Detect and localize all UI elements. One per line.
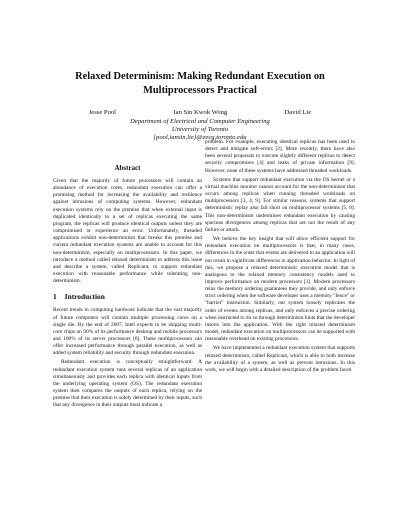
right-paragraph-2: Systems that support redundant execution via the OS kernel or a virtual machine monitor cannot account for the non-determinism that occurs among replicas when running threaded workloads on multiprocessors [3, 4, 9]. For similar reasons, systems that support deterministic replay also fall short on multiprocessor systems [5, 8]. This non-determinism undermines redundant execution by causing spurious divergences among replicas that are not the result of any failure or attack. <box>205 176 355 233</box>
right-paragraph-4: We have implemented a redundant execution system that supports relaxed determinism, called Replicant, which is able to both increase the availability of a system, as well as prevent intrusions. In this work, we will begin with a detailed description of the problem faced <box>205 345 355 373</box>
right-paragraph-3: We believe the key insight that will allow efficient support for redundant execution on multiprocessors is that, in many cases, differences in the order that events are delivered to an application will not result in significant differences in application behavior. In light of this, we propose a relaxed deterministic execution model that is analogous to the relaxed memory consistency models used to improve performance on modern processors [1]. Modern processors relax the memory ordering guarantees they provide, and only enforce strict ordering when the software developer uses a memory "fence" or "barrier" instruction. Similarly, our system loosely replicates the order of events among replicas, and only enforces a precise ordering when instructed to do so through determinism hints that the developer inserts into the application. With the right relaxed determinism model, redundant execution on multiprocessors can be supported with reasonable overhead on existing processors. <box>205 236 355 343</box>
right-column <box>205 139 355 376</box>
abstract-text: Given that the majority of future processors will contain an abundance of execution cores, redundant execution can offer a promising method for increasing the availability and resilience against intrusions of computing systems. However, redundant execution systems rely on the premise that when external input is duplicated identically to a set of replicas executing the same program, the replicas will produce identical outputs unless they are compromised or experience an error. Unfortunately, threaded applications exhibit non-determinism that breaks this premise and current redundant execution systems are unable to account for this non-determinism, especially on multiprocessors. In this paper, we introduce a method called relaxed determinism to address this issue and describe a system, called Replicant, to support redundant execution with reasonable performance while tolerating non-determinism. <box>53 178 202 285</box>
section-heading-introduction <box>53 292 202 301</box>
right-paragraph-1: problem. For example, executing identical replicas has been used to detect and mitigate soft-errors [2]. More recently, there have also been several proposals to execute slightly different replicas to detect security compromises [4] and leaks of private information [9]. However, none of these systems have addressed threaded workloads. <box>205 139 355 174</box>
author-list <box>60 108 340 117</box>
left-column <box>53 164 202 412</box>
author-3: David Lie <box>284 109 312 116</box>
author-2: Ian Sin Kwok Wong <box>173 109 228 116</box>
title-line-1: Relaxed Determinism: Making Redundant Execution on <box>75 71 325 82</box>
abstract-heading: Abstract <box>114 164 141 172</box>
author-1: Jesse Pool <box>88 109 117 116</box>
section-number: 1 <box>53 292 57 302</box>
affiliation-dept: Department of Electrical and Computer Engineering <box>130 118 270 125</box>
intro-paragraph-1: Recent trends in computing hardware indicate that the vast majority of future computers will contain multiple processing cores on a single die. By the end of 2007, Intel expects to be shipping multi-core chips on 90% of its performance desktop and mobile processors and 100% of its server processors [6]. These multiprocessors can offer increased performance through parallel execution, as well as added system reliability and security through redundant execution. <box>53 307 202 357</box>
affiliation-email: {pool,iansin,lie}@eecg.toronto.edu <box>153 134 247 142</box>
paper-title <box>40 70 360 98</box>
intro-paragraph-2: Redundant execution is conceptually straightforward. A redundant execution system runs several replicas of an application simultaneously and provides each replica with identical inputs from the underlying operating system (OS). The redundant execution system then compares the outputs of each replica, relying on the premise that their execution is solely determined by their inputs, such that any divergence in their outputs must indicate a <box>53 359 202 409</box>
affiliation-univ: University of Toronto <box>171 126 229 134</box>
title-line-2: Multiprocessors Practical <box>143 85 257 96</box>
section-title: Introduction <box>64 292 105 302</box>
